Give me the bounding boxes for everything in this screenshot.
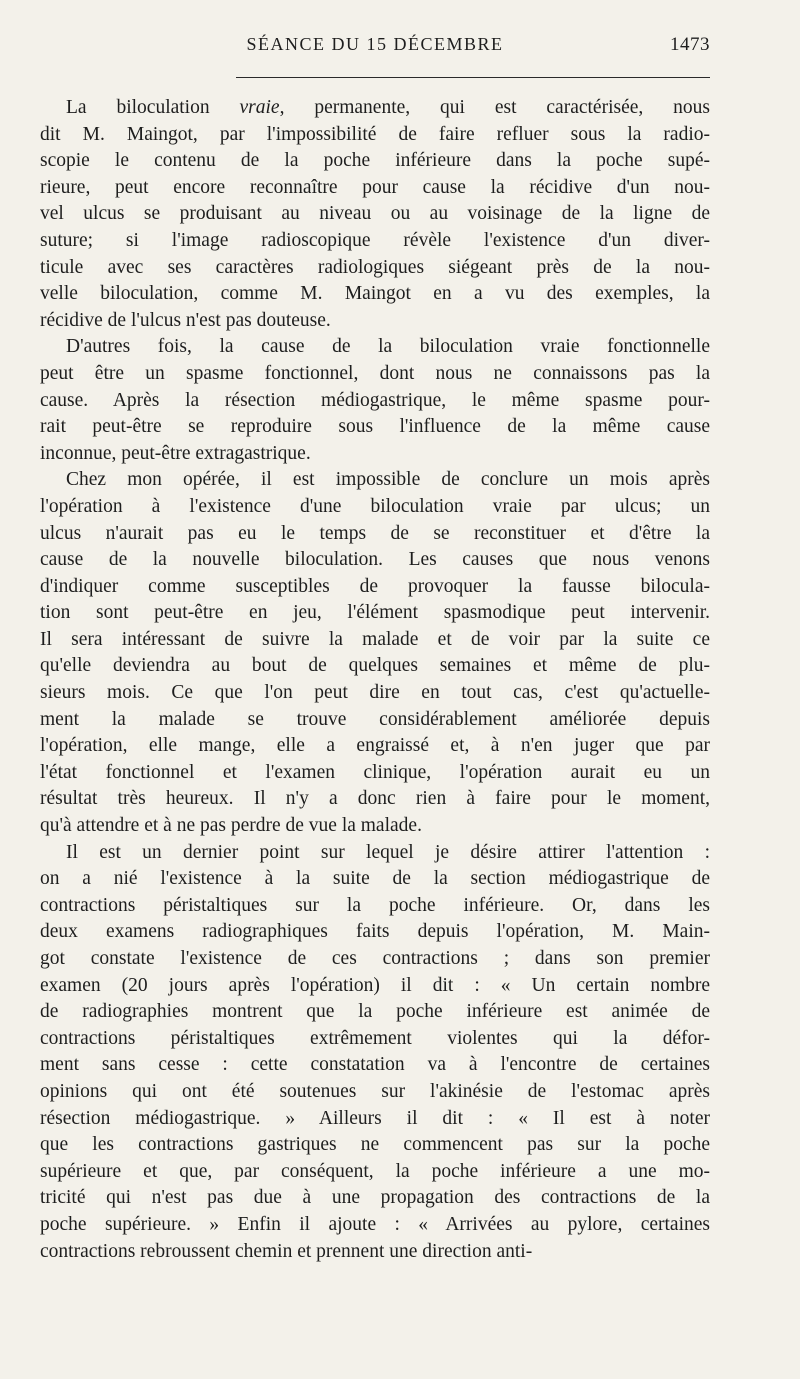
text-line: poche supérieure. » Enfin il ajoute : « Arrivées au pylore, certaines (40, 1213, 710, 1235)
text-line: ment sans cesse : cette constatation va à l'encontre de certaines (40, 1054, 710, 1076)
text-line: Il sera intéressant de suivre la malade et de voir par la suite ce (40, 628, 710, 650)
text-line: dit M. Maingot, par l'impossibilité de faire refluer sous la radio- (40, 123, 710, 145)
paragraph (40, 840, 710, 1266)
text-line: sieurs mois. Ce que l'on peut dire en tout cas, c'est qu'actuelle- (40, 682, 710, 704)
text-line: que les contractions gastriques ne commencent pas sur la poche (40, 1134, 710, 1156)
header-rule (236, 77, 710, 78)
body-text (40, 95, 710, 1265)
header-title: SÉANCE DU 15 DÉCEMBRE (246, 34, 504, 54)
text-line: ulcus n'aurait pas eu le temps de se reconstituer et d'être la (40, 522, 710, 544)
text-line: qu'à attendre et à ne pas perdre de vue la malade. (40, 815, 422, 837)
text-line: rieure, peut encore reconnaître pour cause la récidive d'un nou- (40, 176, 710, 198)
text-line: l'opération, elle mange, elle a engraissé et, à n'en juger que par (40, 735, 710, 757)
text-line: l'état fonctionnel et l'examen clinique, l'opération aurait eu un (40, 761, 710, 783)
text-line: rait peut-être se reproduire sous l'influence de la même cause (40, 416, 710, 438)
page-number: 1473 (670, 34, 710, 55)
text-line: suture; si l'image radioscopique révèle l'existence d'un diver- (40, 229, 710, 251)
text-line: ticule avec ses caractères radiologiques siégeant près de la nou- (40, 256, 710, 278)
text-line: scopie le contenu de la poche inférieure dans la poche supé- (40, 150, 710, 172)
text-line: contractions péristaltiques sur la poche inférieure. Or, dans les (40, 894, 710, 916)
text-line: qu'elle deviendra au bout de quelques semaines et même de plu- (40, 655, 710, 677)
text-line: résultat très heureux. Il n'y a donc rien à faire pour le moment, (40, 788, 710, 810)
text-line: opinions qui ont été soutenues sur l'akinésie de l'estomac après (40, 1080, 710, 1102)
text-line: deux examens radiographiques faits depuis l'opération, M. Main- (40, 921, 710, 943)
text-line: cause de la nouvelle biloculation. Les causes que nous venons (40, 549, 710, 571)
text-line: contractions rebroussent chemin et prennent une direction anti- (40, 1240, 533, 1262)
text-line: d'indiquer comme susceptibles de provoquer la fausse bilocula- (40, 575, 710, 597)
text-line: contractions péristaltiques extrêmement violentes qui la défor- (40, 1027, 710, 1049)
text-line: peut être un spasme fonctionnel, dont nous ne connaissons pas la (40, 362, 710, 384)
text-line: inconnue, peut-être extragastrique. (40, 442, 311, 464)
text-line: D'autres fois, la cause de la biloculation vraie fonctionnelle (66, 336, 710, 358)
paragraph (40, 95, 710, 334)
text-line: supérieure et que, par conséquent, la poche inférieure a une mo- (40, 1160, 710, 1182)
text-line: tion sont peut-être en jeu, l'élément spasmodique peut intervenir. (40, 602, 710, 624)
running-header (40, 34, 710, 64)
text-line: La biloculation vraie, permanente, qui est caractérisée, nous (66, 97, 710, 118)
text-line: tricité qui n'est pas due à une propagation des contractions de la (40, 1187, 710, 1209)
text-line: vel ulcus se produisant au niveau ou au voisinage de la ligne de (40, 203, 710, 225)
text-line: ment la malade se trouve considérablement améliorée depuis (40, 708, 710, 730)
text-line: de radiographies montrent que la poche inférieure est animée de (40, 1001, 710, 1023)
text-line: examen (20 jours après l'opération) il dit : « Un certain nombre (40, 974, 710, 996)
text-line: résection médiogastrique. » Ailleurs il dit : « Il est à noter (40, 1107, 710, 1129)
text-line: Chez mon opérée, il est impossible de conclure un mois après (66, 469, 710, 491)
paragraph (40, 467, 710, 839)
text-line: récidive de l'ulcus n'est pas douteuse. (40, 309, 331, 331)
text-line: Il est un dernier point sur lequel je désire attirer l'attention : (66, 841, 710, 863)
text-line: on a nié l'existence à la suite de la section médiogastrique de (40, 868, 710, 890)
text-line: velle biloculation, comme M. Maingot en a vu des exemples, la (40, 283, 710, 305)
paragraph (40, 334, 710, 467)
text-line: cause. Après la résection médiogastrique, le même spasme pour- (40, 389, 710, 411)
text-line: l'opération à l'existence d'une biloculation vraie par ulcus; un (40, 495, 710, 517)
text-line: got constate l'existence de ces contractions ; dans son premier (40, 948, 710, 969)
